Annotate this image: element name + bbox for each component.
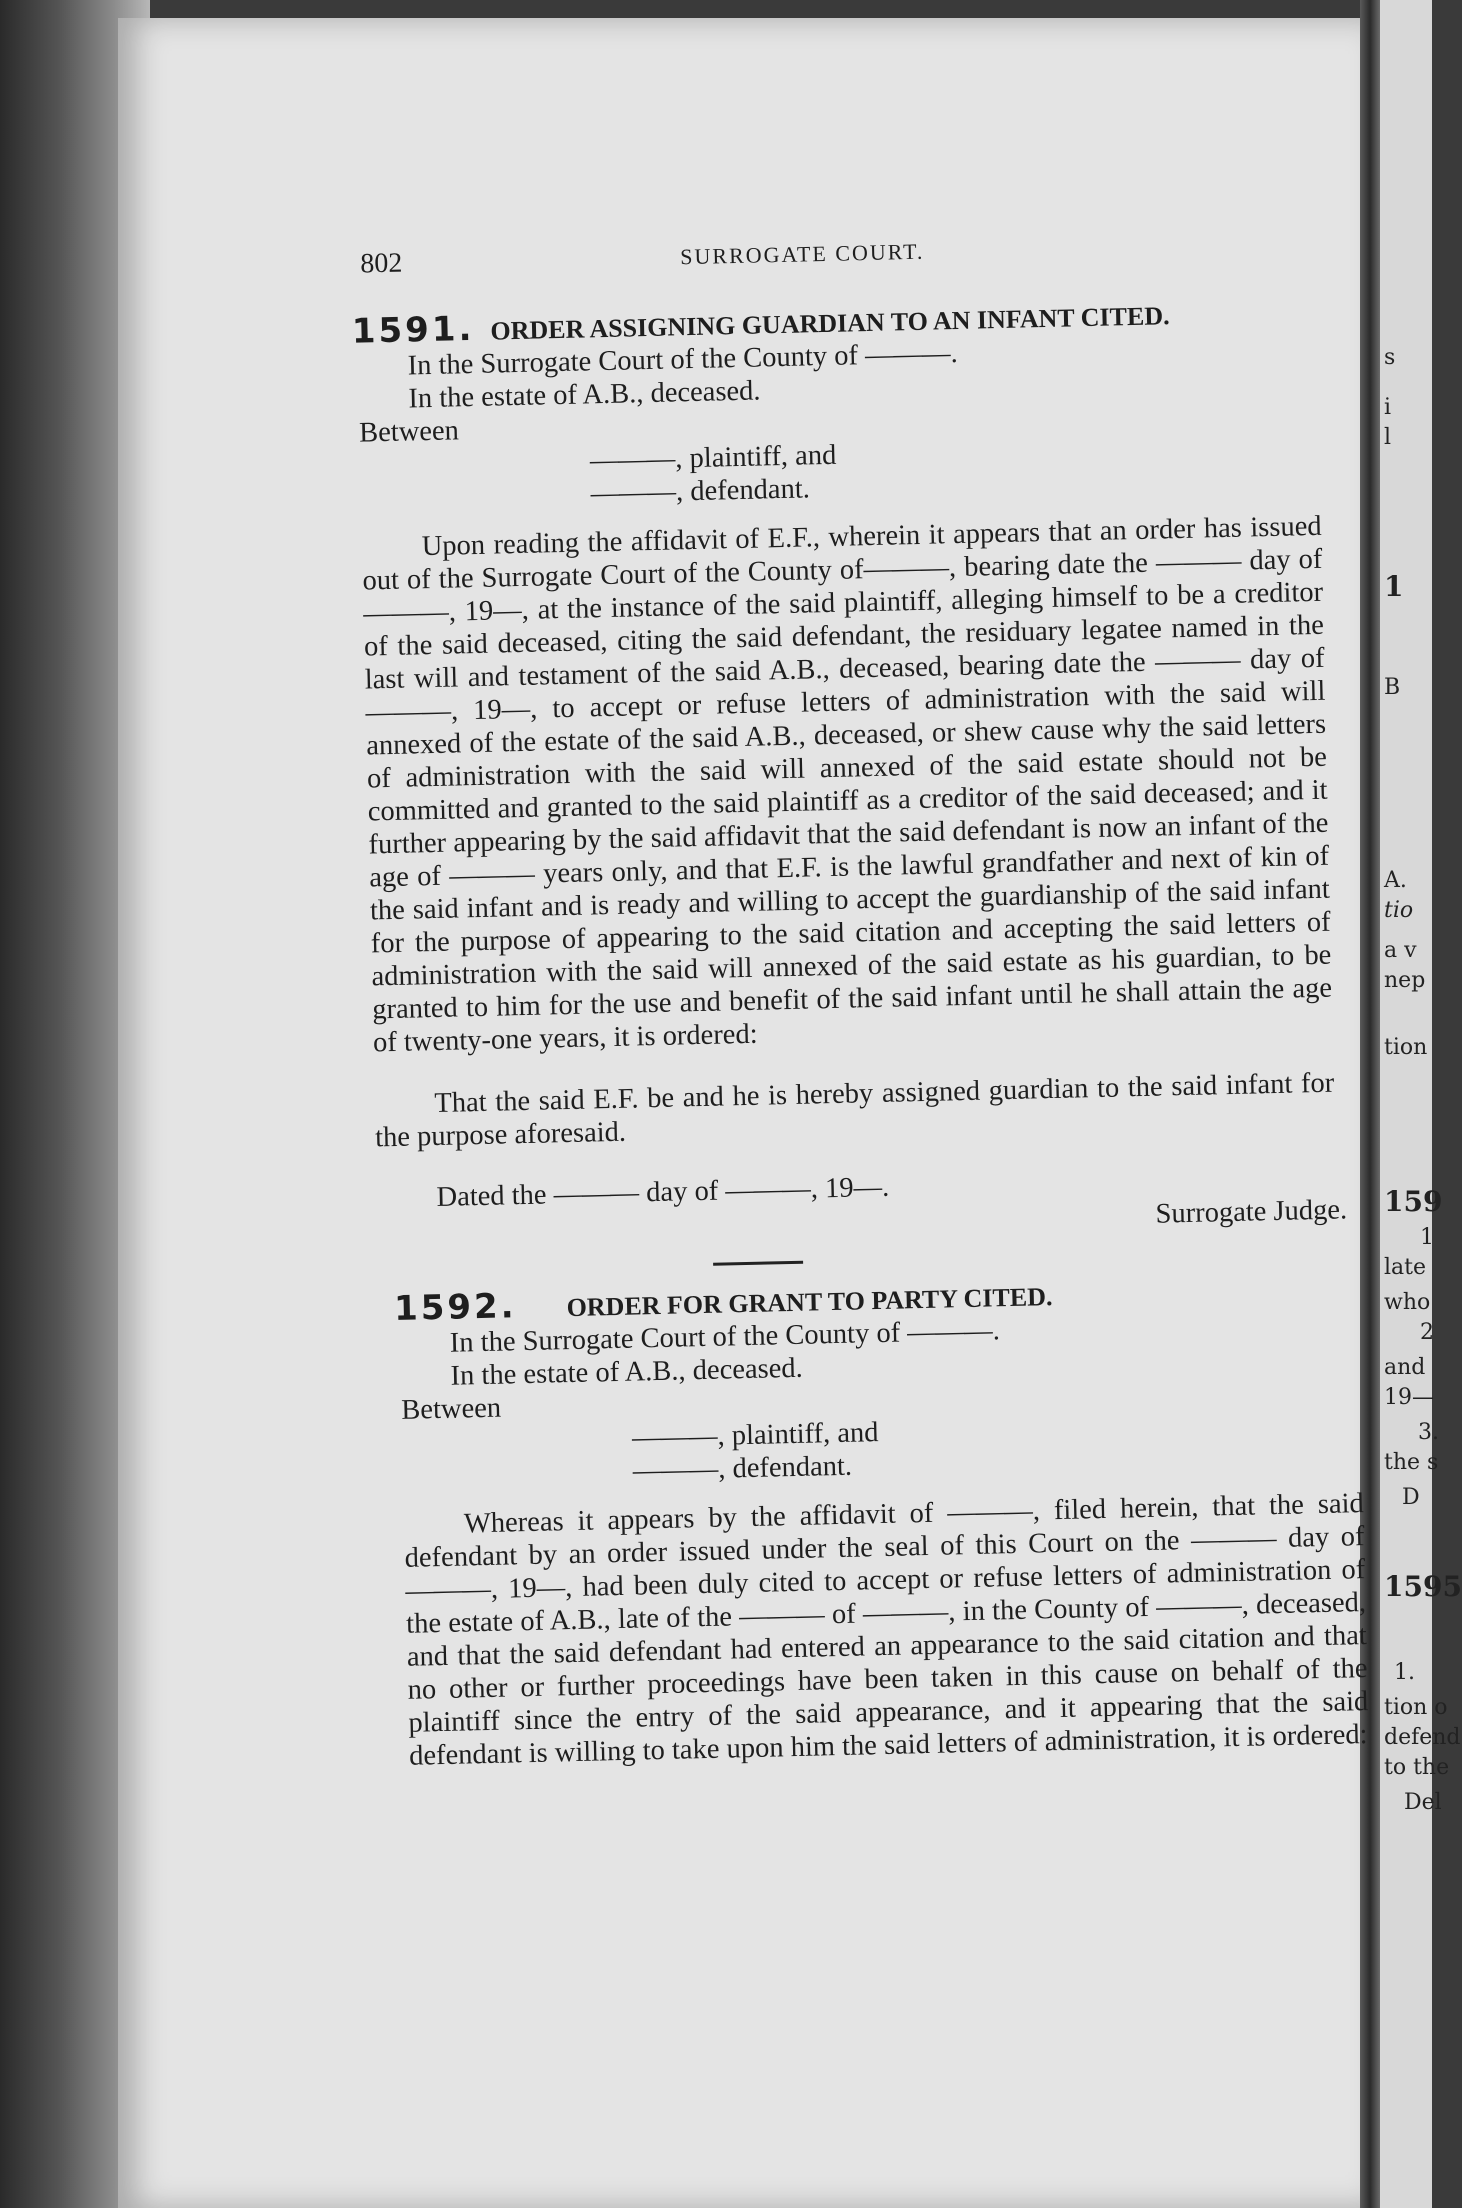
facing-fragment: 1 — [1384, 570, 1404, 603]
section-number: 1591. — [351, 308, 475, 352]
facing-fragment: A. — [1384, 868, 1407, 893]
facing-fragment: who — [1384, 1290, 1431, 1315]
section-number: 1592. — [393, 1286, 518, 1329]
plaintiff-line: ———, plaintiff, and — [631, 1417, 879, 1454]
between-label: Between — [358, 415, 460, 449]
facing-fragment: 3. — [1418, 1420, 1439, 1445]
estate-line: In the estate of A.B., deceased. — [450, 1352, 804, 1392]
court-line: In the Surrogate Court of the County of ———. — [449, 1315, 1001, 1359]
facing-fragment: a v — [1384, 938, 1417, 963]
plaintiff-line: ———, plaintiff, and — [589, 439, 837, 477]
estate-line: In the estate of A.B., deceased. — [408, 375, 761, 415]
facing-fragment: 2 — [1420, 1320, 1434, 1345]
facing-fragment: 19— — [1384, 1385, 1434, 1410]
between-label: Between — [401, 1392, 502, 1426]
facing-fragment: defend — [1384, 1725, 1461, 1750]
facing-fragment: 159 — [1384, 1185, 1443, 1218]
court-line: In the Surrogate Court of the County of ———. — [407, 337, 959, 382]
facing-fragment: the s — [1384, 1450, 1439, 1475]
facing-fragment: 1. — [1394, 1660, 1415, 1685]
facing-fragment: and — [1384, 1355, 1426, 1380]
facing-fragment: 1 — [1420, 1225, 1434, 1250]
facing-fragment: tion o — [1384, 1695, 1448, 1720]
order-body: Whereas it appears by the affidavit of ———, filed herein, that the said defendant by an order issued under the seal of this Court on the ——— day of ———, 19—, had been duly cited to accept or refuse letters of administration of the estate of A.B., late of the ——— of ———, in the County of ———, deceased, and that the said defendant had entered an appearance to the said citation and that no other or further proceedings have been taken in this cause on behalf of the plaintiff since the entry of the said appearance, and it appearing that the said defendant is willing to take upon him the said letters of administration, it is ordered: — [404, 1488, 1369, 1772]
book-gutter — [1360, 0, 1380, 2208]
facing-page-edge — [1380, 0, 1462, 2208]
section-title: ORDER ASSIGNING GUARDIAN TO AN INFANT CITED. — [490, 301, 1170, 346]
facing-fragment: tio — [1384, 898, 1414, 923]
facing-fragment: late — [1384, 1255, 1427, 1280]
facing-fragment: i — [1384, 395, 1392, 420]
facing-fragment: 1595 — [1384, 1570, 1462, 1603]
judge-signature: Surrogate Judge. — [1155, 1194, 1348, 1230]
section-1592 — [274, 1271, 1369, 1775]
facing-fragment: s — [1384, 345, 1396, 370]
dated-line: Dated the ——— day of ———, 19—. — [436, 1171, 890, 1214]
facing-fragment: nep — [1384, 968, 1426, 993]
section-1591 — [252, 293, 1353, 1250]
facing-fragment: B — [1384, 675, 1401, 700]
page-text — [250, 225, 1369, 1804]
facing-fragment: Del — [1404, 1790, 1442, 1815]
order-body: Upon reading the affidavit of E.F., wherein it appears that an order has issued out of the Surrogate Court of the County of———, bearing date the ——— day of ———, 19—, at the instance of the said plaintiff, alleging himself to be a creditor of the said deceased, citing the said defendant, the residuary legatee named in the last will and testament of the said A.B., deceased, bearing date the ——— day of ———, 19—, to accept or refuse letters of administration with the said will annexed of the estate of the said A.B., deceased, or shew cause why the said letters of administration with the said will annexed of the said estate should not be committed and granted to the said plaintiff as a creditor of the said deceased; and it further appearing by the said affidavit that the said defendant is now an infant of the age of ——— years only, and that E.F. is the lawful grandfather and next of kin of the said infant and is ready and willing to accept the guardianship of the said infant for the purpose of appearing to the said citation and accepting the said letters of administration with the said will annexed of the said estate as his guardian, to be granted to him for the use and benefit of the said infant until he shall attain the age of twenty-one years, it is ordered: — [362, 510, 1333, 1059]
facing-fragment: l — [1384, 425, 1392, 450]
order-clause: That the said E.F. be and he is hereby assigned guardian to the said infant for the purpose aforesaid. — [374, 1067, 1335, 1153]
facing-fragment: tion — [1384, 1035, 1428, 1060]
facing-fragment: D — [1402, 1485, 1420, 1510]
defendant-line: ———, defendant. — [590, 473, 811, 510]
section-title: ORDER FOR GRANT TO PARTY CITED. — [566, 1282, 1053, 1323]
facing-fragment: to the — [1384, 1755, 1450, 1780]
running-title: SURROGATE COURT. — [679, 238, 925, 270]
page-number: 802 — [359, 247, 403, 280]
section-divider — [713, 1261, 803, 1266]
defendant-line: ———, defendant. — [632, 1450, 853, 1487]
